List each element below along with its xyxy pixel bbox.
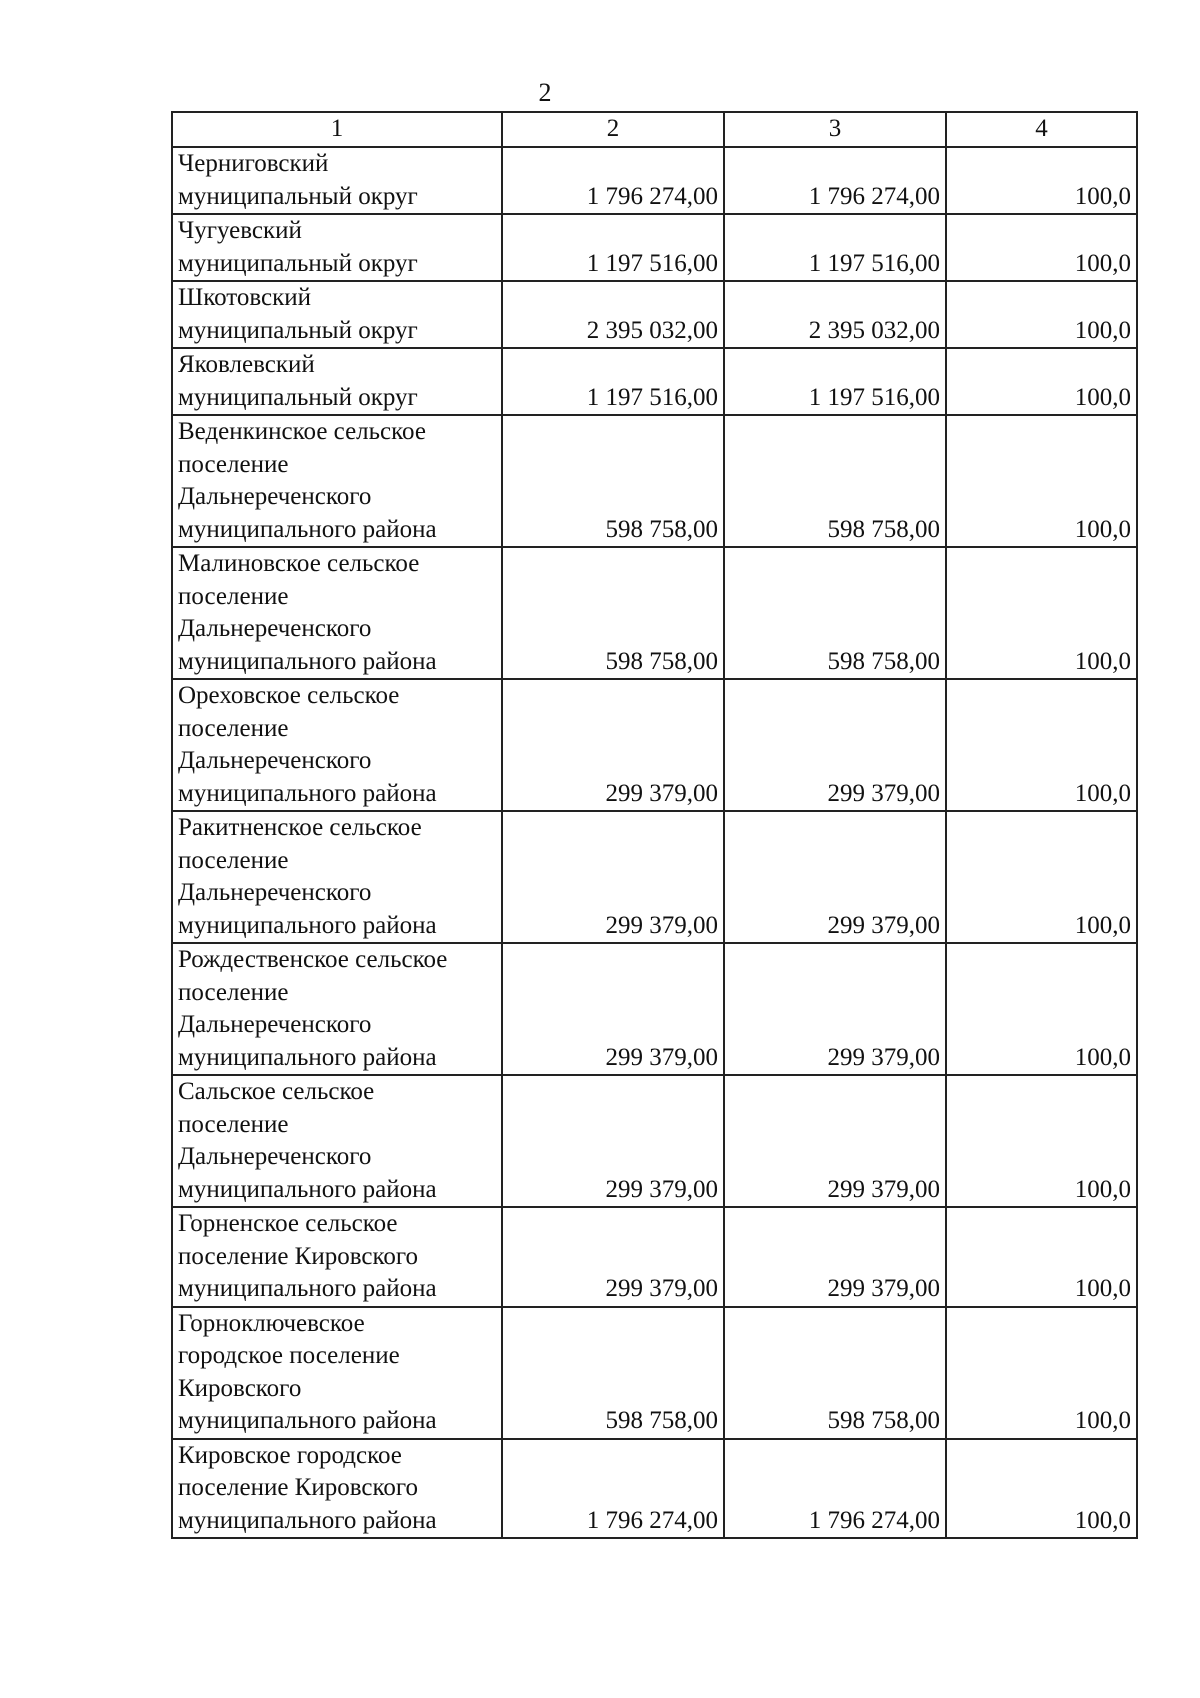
planned-amount: 1 197 516,00: [502, 214, 724, 281]
municipality-name: Ракитненское сельское поселение Дальнереченского муниципального района: [172, 811, 502, 943]
actual-amount: 1 197 516,00: [724, 214, 946, 281]
table-row: [172, 147, 1137, 214]
municipality-name: Кировское городское поселение Кировского муниципального района: [172, 1439, 502, 1539]
table-row: [172, 214, 1137, 281]
percent-value: 100,0: [946, 214, 1137, 281]
table-row: [172, 547, 1137, 679]
planned-amount: 299 379,00: [502, 679, 724, 811]
municipality-name: Веденкинское сельское поселение Дальнереченского муниципального района: [172, 415, 502, 547]
planned-amount: 598 758,00: [502, 415, 724, 547]
actual-amount: 299 379,00: [724, 811, 946, 943]
planned-amount: 299 379,00: [502, 943, 724, 1075]
actual-amount: 1 796 274,00: [724, 1439, 946, 1539]
column-header-2: 2: [502, 112, 724, 147]
percent-value: 100,0: [946, 1439, 1137, 1539]
planned-amount: 1 796 274,00: [502, 147, 724, 214]
planned-amount: 299 379,00: [502, 1075, 724, 1207]
header-row: [172, 112, 1137, 147]
table-row: [172, 1439, 1137, 1539]
planned-amount: 1 197 516,00: [502, 348, 724, 415]
planned-amount: 299 379,00: [502, 1207, 724, 1307]
municipality-name: Чугуевский муниципальный округ: [172, 214, 502, 281]
municipality-name: Черниговский муниципальный округ: [172, 147, 502, 214]
municipality-name: Шкотовский муниципальный округ: [172, 281, 502, 348]
actual-amount: 299 379,00: [724, 1207, 946, 1307]
actual-amount: 598 758,00: [724, 415, 946, 547]
actual-amount: 598 758,00: [724, 1307, 946, 1439]
municipality-name: Яковлевский муниципальный округ: [172, 348, 502, 415]
table-row: [172, 1307, 1137, 1439]
actual-amount: 299 379,00: [724, 679, 946, 811]
municipality-name: Малиновское сельское поселение Дальнереченского муниципального района: [172, 547, 502, 679]
planned-amount: 2 395 032,00: [502, 281, 724, 348]
percent-value: 100,0: [946, 348, 1137, 415]
planned-amount: 598 758,00: [502, 1307, 724, 1439]
municipality-name: Ореховское сельское поселение Дальнереченского муниципального района: [172, 679, 502, 811]
percent-value: 100,0: [946, 1307, 1137, 1439]
percent-value: 100,0: [946, 147, 1137, 214]
percent-value: 100,0: [946, 1207, 1137, 1307]
table-row: [172, 1207, 1137, 1307]
table-row: [172, 943, 1137, 1075]
table-row: [172, 811, 1137, 943]
planned-amount: 598 758,00: [502, 547, 724, 679]
actual-amount: 2 395 032,00: [724, 281, 946, 348]
municipality-name: Горненское сельское поселение Кировского муниципального района: [172, 1207, 502, 1307]
municipality-name: Сальское сельское поселение Дальнереченского муниципального района: [172, 1075, 502, 1207]
percent-value: 100,0: [946, 281, 1137, 348]
table-row: [172, 1075, 1137, 1207]
page-number: 2: [538, 78, 552, 107]
planned-amount: 299 379,00: [502, 811, 724, 943]
percent-value: 100,0: [946, 415, 1137, 547]
percent-value: 100,0: [946, 811, 1137, 943]
actual-amount: 299 379,00: [724, 943, 946, 1075]
planned-amount: 1 796 274,00: [502, 1439, 724, 1539]
table-row: [172, 679, 1137, 811]
actual-amount: 1 796 274,00: [724, 147, 946, 214]
percent-value: 100,0: [946, 1075, 1137, 1207]
municipality-name: Горноключевское городское поселение Кировского муниципального района: [172, 1307, 502, 1439]
column-header-4: 4: [946, 112, 1137, 147]
actual-amount: 598 758,00: [724, 547, 946, 679]
actual-amount: 299 379,00: [724, 1075, 946, 1207]
percent-value: 100,0: [946, 679, 1137, 811]
allocation-table: [171, 111, 1138, 1539]
actual-amount: 1 197 516,00: [724, 348, 946, 415]
table-row: [172, 281, 1137, 348]
column-header-1: 1: [172, 112, 502, 147]
table-row: [172, 348, 1137, 415]
column-header-3: 3: [724, 112, 946, 147]
percent-value: 100,0: [946, 943, 1137, 1075]
table-row: [172, 415, 1137, 547]
percent-value: 100,0: [946, 547, 1137, 679]
municipality-name: Рождественское сельское поселение Дальнереченского муниципального района: [172, 943, 502, 1075]
